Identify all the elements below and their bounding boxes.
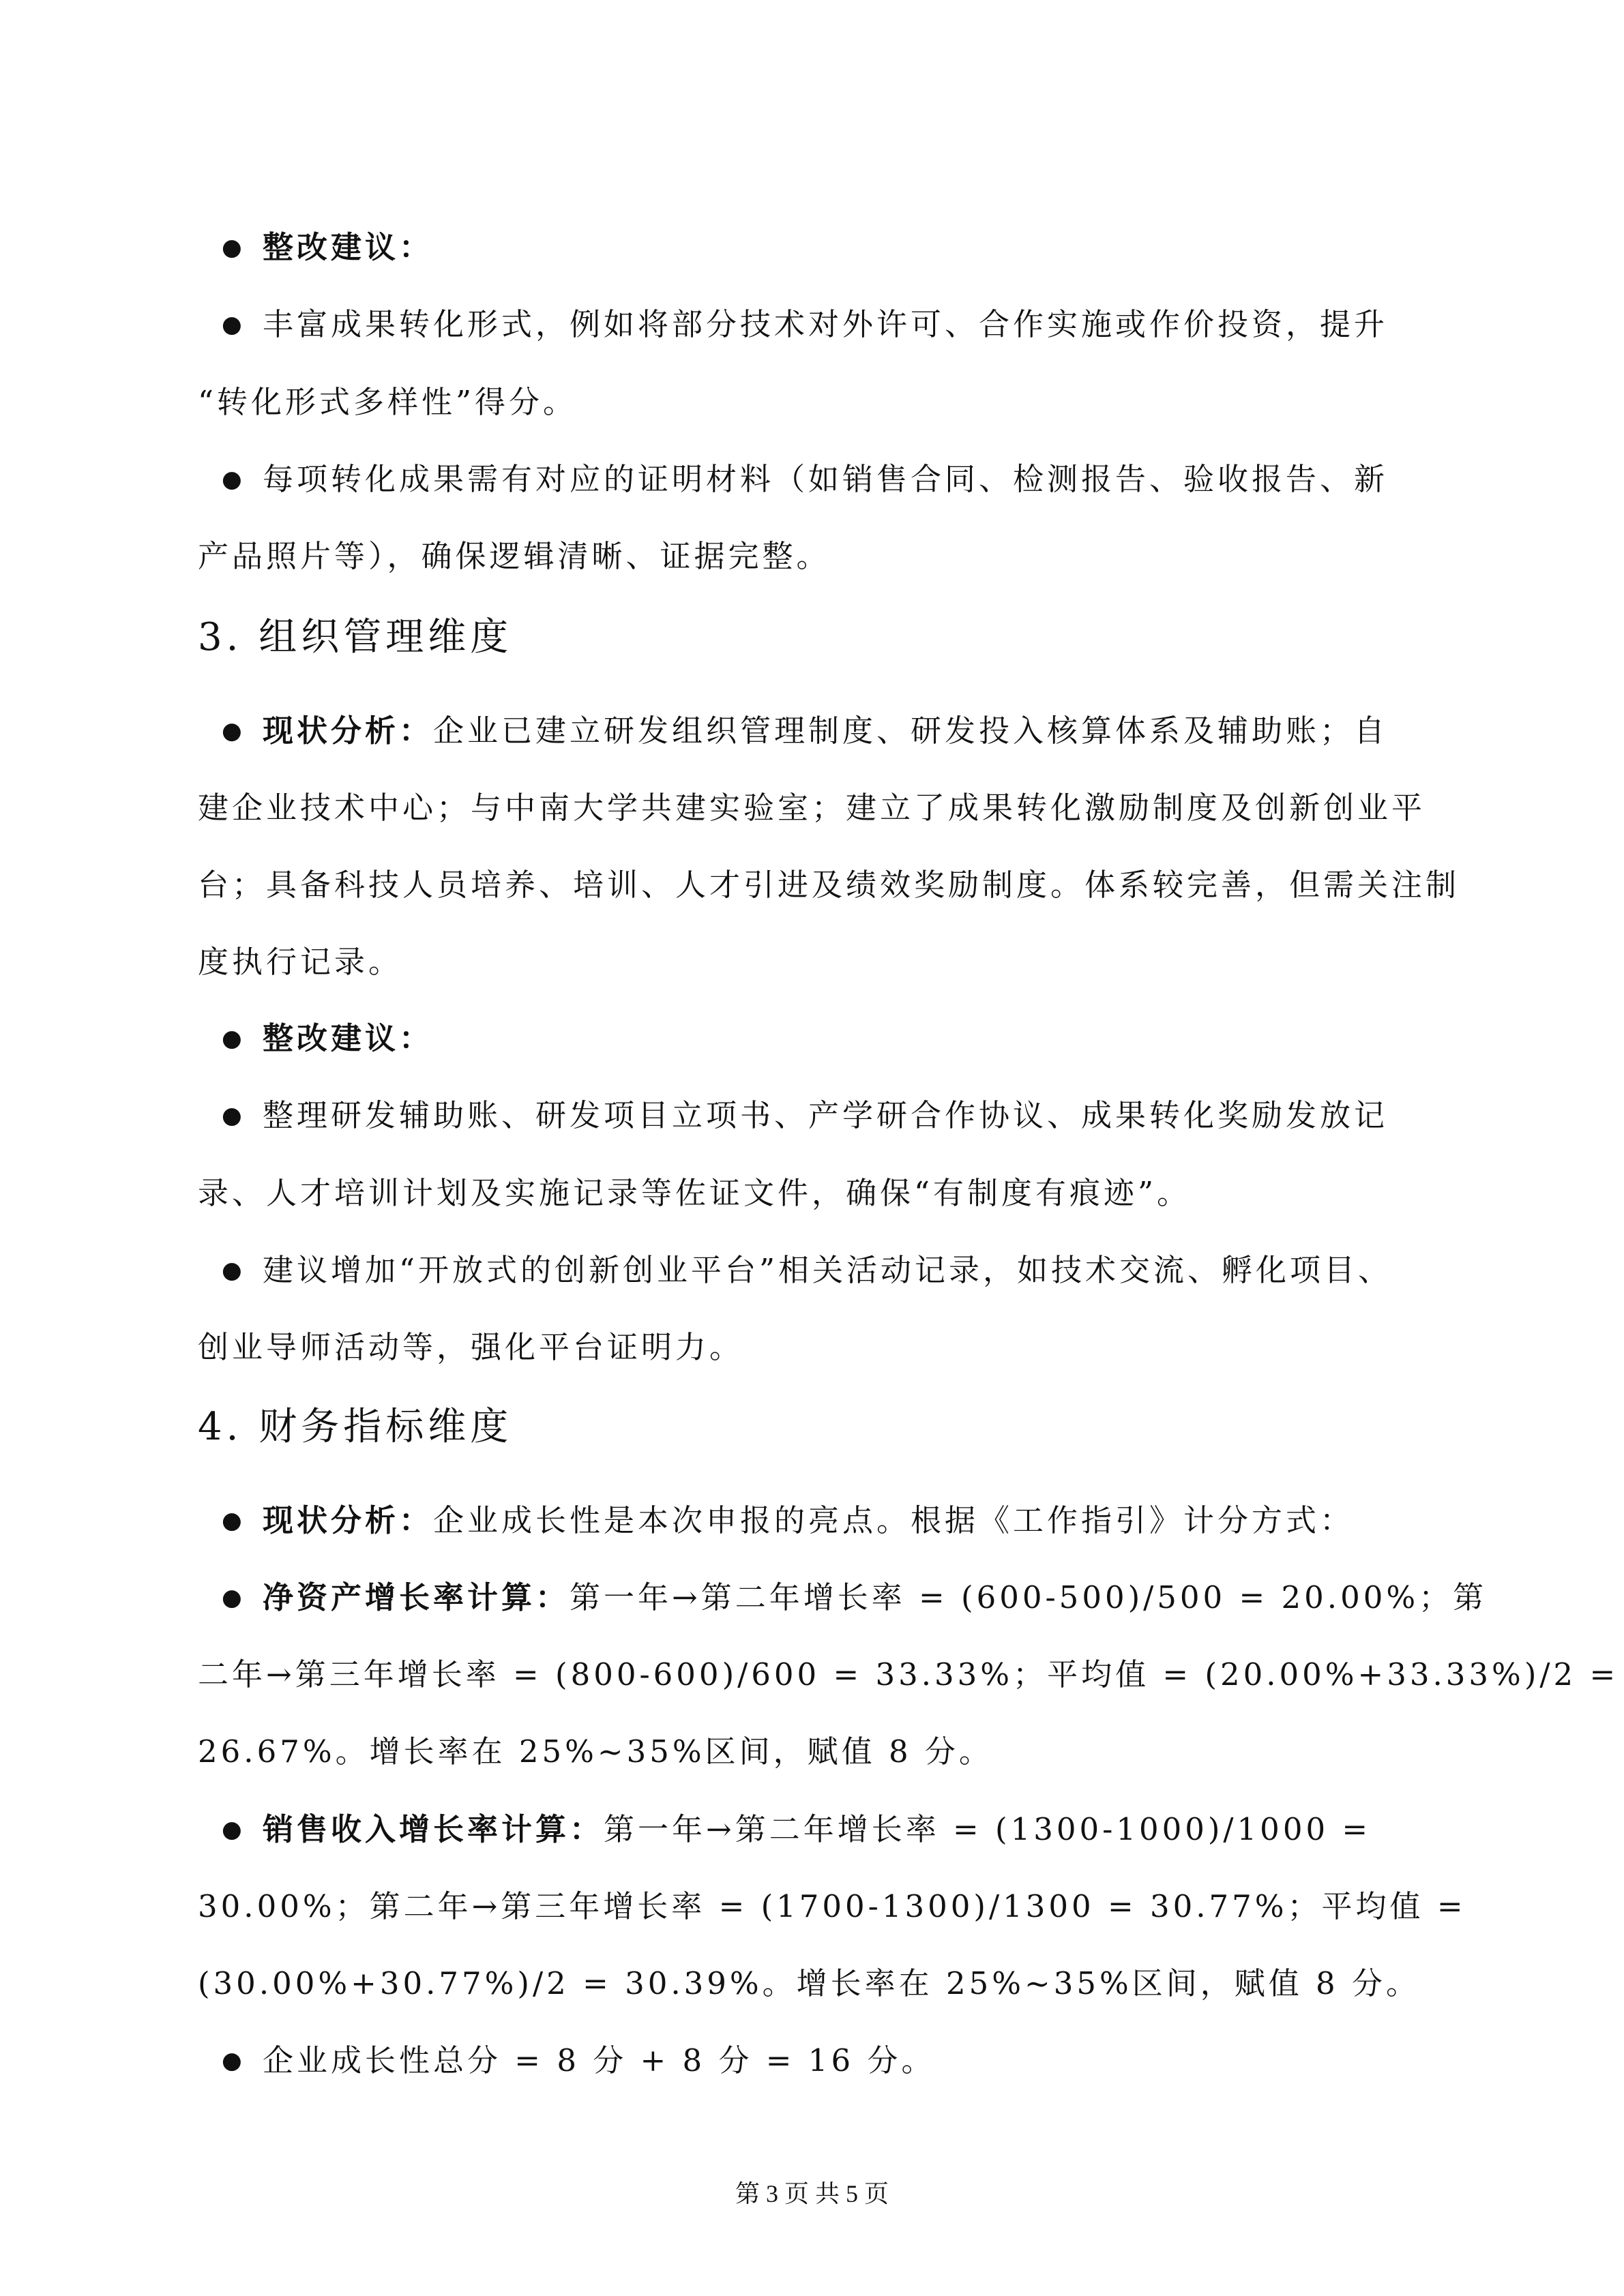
paragraph-cont: (30.00%+30.77%)/2 = 30.39%。增长率在 25%~35%区间，赋值 8 分。 (198, 1965, 1420, 2001)
section-heading-4: 4. 财务指标维度 (198, 1405, 513, 1449)
paragraph-cont: 30.00%；第二年→第三年增长率 = (1700-1300)/1300 = 30.77%；平均值 = (198, 1888, 1466, 1924)
rectify-label-2: ● 整改建议： (222, 1020, 434, 1056)
paragraph: ● 每项转化成果需有对应的证明材料（如销售合同、检测报告、验收报告、新 (222, 461, 1389, 497)
sales-paragraph: ● 销售收入增长率计算：第一年→第二年增长率 = (1300-1000)/1000 = (222, 1811, 1372, 1847)
bullet-icon: ● (222, 466, 246, 493)
paragraph-cont: 26.67%。增长率在 25%~35%区间，赋值 8 分。 (198, 1733, 993, 1770)
bullet-icon: ● (222, 1257, 246, 1284)
paragraph-cont: 创业导师活动等，强化平台证明力。 (198, 1329, 744, 1365)
paragraph: ● 整理研发辅助账、研发项目立项书、产学研合作协议、成果转化奖励发放记 (222, 1097, 1389, 1133)
paragraph-cont: 建企业技术中心；与中南大学共建实验室；建立了成果转化激励制度及创新创业平 (198, 790, 1426, 826)
bullet-icon: ● (222, 1816, 246, 1843)
bullet-icon: ● (222, 2047, 246, 2074)
bullet-icon: ● (222, 311, 246, 338)
bullet-icon: ● (222, 1584, 246, 1611)
paragraph: ● 建议增加“开放式的创新创业平台”相关活动记录，如技术交流、孵化项目、 (222, 1252, 1393, 1288)
net-asset-paragraph: ● 净资产增长率计算：第一年→第二年增长率 = (600-500)/500 = 20.00%；第 (222, 1579, 1488, 1615)
paragraph-cont: 录、人才培训计划及实施记录等佐证文件，确保“有制度有痕迹”。 (198, 1175, 1192, 1211)
bullet-icon: ● (222, 717, 246, 745)
bullet-icon: ● (222, 1102, 246, 1129)
paragraph: ● 丰富成果转化形式，例如将部分技术对外许可、合作实施或作价投资，提升 (222, 306, 1389, 342)
paragraph-cont: “转化形式多样性”得分。 (198, 384, 578, 420)
status-paragraph: ● 现状分析：企业成长性是本次申报的亮点。根据《工作指引》计分方式： (222, 1502, 1355, 1538)
paragraph-cont: 度执行记录。 (198, 944, 403, 980)
total-paragraph: ● 企业成长性总分 = 8 分 + 8 分 = 16 分。 (222, 2042, 936, 2078)
paragraph-cont: 二年→第三年增长率 = (800-600)/600 = 33.33%；平均值 = (20.00%+33.33%)/2 = (198, 1656, 1619, 1693)
status-paragraph: ● 现状分析：企业已建立研发组织管理制度、研发投入核算体系及辅助账；自 (222, 713, 1389, 749)
paragraph-cont: 台；具备科技人员培养、培训、人才引进及绩效奖励制度。体系较完善，但需关注制 (198, 867, 1460, 903)
rectify-label-1: ● 整改建议： (222, 229, 434, 265)
bullet-icon: ● (222, 1025, 246, 1052)
page-footer: 第 3 页 共 5 页 (735, 2180, 889, 2207)
bullet-icon: ● (222, 1507, 246, 1534)
bullet-icon: ● (222, 234, 246, 261)
section-heading-3: 3. 组织管理维度 (198, 615, 513, 659)
paragraph-cont: 产品照片等），确保逻辑清晰、证据完整。 (198, 538, 831, 574)
